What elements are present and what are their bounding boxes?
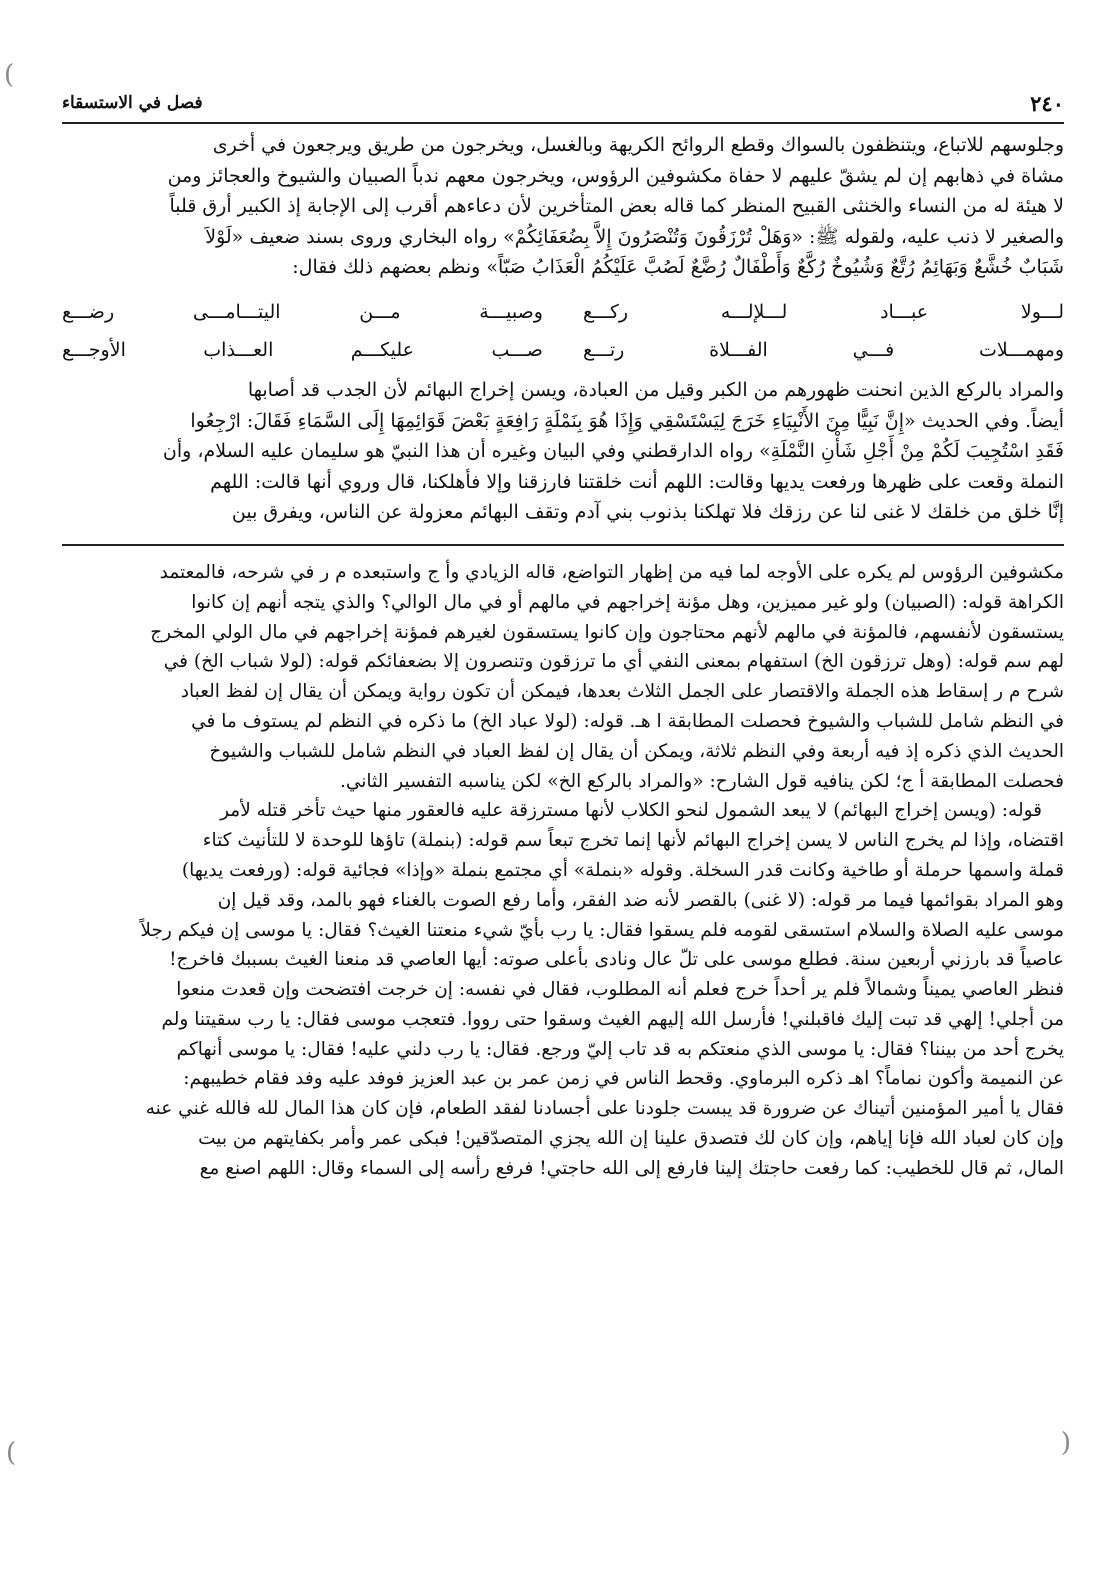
commentary-line: يستسقون لأنفسهم، فالمؤنة في مالهم لأنهم محتاجون وإن كانوا يستسقون لغيرهم فمؤنة إخراجهم في مال الولي المخرج xyxy=(150,621,1064,643)
commentary-line: فحصلت المطابقة أ ج؛ لكن ينافيه قول الشارح: «والمراد بالركع الخ» لكن يناسبه التفسير الثاني. xyxy=(339,770,1064,792)
commentary-line: المال، ثم قال للخطيب: كما رفعت حاجتك إلينا فارفع إلى الله حاجتي! فرفع رأسه إلى السماء وقال: اللهم اصنع مع xyxy=(199,1157,1064,1179)
page xyxy=(62,88,1064,1184)
commentary-line: الكراهة قوله: (الصبيان) ولو غير مميزين، وهل مؤنة إخراجهم في مالهم أو في مال الوالي؟ والذي يتجه أنهم إن كانوا xyxy=(191,591,1064,613)
main-line: شَبَابٌ خُشَّعٌ وَبَهَائِمُ رُتَّعٌ وَشُيُوخٌ رُكَّعٌ وَأَطْفَالٌ رُضَّعٌ لَصُبَّ عَلَيْكُمُ الْعَذَابُ صَبّاً» ونظم بعضهم ذلك فقال: xyxy=(292,256,1064,279)
main-line: لا هيئة له من النساء والخنثى القبيح المنظر كما قاله بعض المتأخرين لأن دعاءهم أقرب إلى الإجابة إذ الكبير أرق قلباً xyxy=(169,195,1064,218)
main-line: أيضاً. وفي الحديث «إِنَّ نَبِيًّا مِنَ الأَنْبِيَاءِ خَرَجَ لِيَسْتَسْقِي وَإِذَا هُوَ بِنَمْلَةٍ رَافِعَةٍ بَعْضَ قَوَائِمِهَا إِلَى السَّمَاءِ فَقَالَ: ارْجِعُوا xyxy=(190,409,1064,432)
commentary-line: في النظم شامل للشباب والشيوخ فحصلت المطابقة ا هـ. قوله: (لولا عباد الخ) ما ذكره في النظم لم يستوف ما في xyxy=(191,710,1064,732)
poem-hemistich-right: لـــولا عبـــاد لـــلإلـــه ركـــع xyxy=(583,300,1064,323)
poem-verse xyxy=(62,293,1064,331)
margin-bracket-top: ( xyxy=(4,60,15,90)
commentary xyxy=(62,558,1064,1184)
poem-hemistich-left: وصبيـــة مـــن اليتـــامـــى رضـــع xyxy=(62,300,543,323)
commentary-line: لهم سم قوله: (وهل ترزقون الخ) استفهام بمعنى النفي أي ما ترزقون وتنصرون إلا بضعفائكم قوله: (لولا شباب الخ) في xyxy=(163,651,1064,673)
commentary-line: موسى عليه الصلاة والسلام استسقى لقومه فلم يسقوا فقال: يا رب بأيّ شيء منعتنا الغيث؟ فقال: يا موسى إن فيكم رجلاً xyxy=(140,919,1064,941)
chapter-title: فصل في الاستسقاء xyxy=(62,93,203,113)
poem xyxy=(62,293,1064,369)
commentary-line: وإن كان لعباد الله فإنا إياهم، وإن كان لك فتصدق علينا إن الله يجزي المتصدّقين! فبكى عمر وأمر بكفايتهم من بيت xyxy=(198,1128,1064,1150)
main-line: وجلوسهم للاتباع، ويتنظفون بالسواك وقطع الروائح الكريهة وبالغسل، ويخرجون من طريق ويرجعون في أخرى xyxy=(212,134,1064,156)
footnote-divider xyxy=(62,544,1064,546)
commentary-line: عاصياً قد بارزني أربعين سنة. فطلع موسى على تلّ عال ونادى بأعلى صوته: أيها العاصي قد منعنا الغيث بسببك فاخرج! xyxy=(169,949,1064,971)
page-header xyxy=(62,88,1064,124)
commentary-line: مكشوفين الرؤوس لم يكره على الأوجه لما فيه من إظهار التواضع، قاله الزيادي وأ ج واستبعده م ر في شرحه، فالمعتمد xyxy=(159,561,1064,583)
main-line: والصغير لا ذنب عليه، ولقوله ﷺ: «وَهَلْ تُرْزَقُونَ وَتُنْصَرُونَ إِلاَّ بِضُعَفَائِكُمْ» رواه البخاري وروى بسند ضعيف «لَوْلاَ xyxy=(205,225,1064,248)
commentary-line: قوله: (ويسن إخراج البهائم) لا يبعد الشمول لنحو الكلاب لأنها مسترزقة عليه فالعقور منها حيث تأخر قتله لأمر xyxy=(220,800,1042,822)
poem-verse xyxy=(62,331,1064,369)
main-text-continued xyxy=(62,375,1064,528)
commentary-line: الحديث الذي ذكره إذ فيه أربعة وفي النظم ثلاثة، ويمكن أن يقال إن لفظ العباد في النظم شامل للشباب والشيوخ xyxy=(209,740,1064,762)
main-line: مشاة في ذهابهم إن لم يشقّ عليهم لا حفاة مكشوفين الرؤوس، ويخرجون معهم ندباً الصبيان والشيوخ والعجائز ومن xyxy=(167,164,1064,187)
commentary-line: شرح م ر إسقاط هذه الجملة والاقتصار على الجمل الثلاث بعدها، فيمكن أن تكون رواية ويمكن أن يقال إن لفظ العباد xyxy=(180,681,1064,703)
commentary-line: من أجلي! إلهي قد تبت إليك فاقبلني! فأرسل الله إليهم الغيث وسقوا حتى رووا. فتعجب موسى فقال: يا رب سقيتنا ولم xyxy=(161,1008,1064,1030)
main-line: إنَّا خلق من خلقك لا غنى لنا عن رزقك فلا تهلكنا بذنوب بني آدم وتقف البهائم معزولة عن الناس، ويفرق بين xyxy=(231,501,1064,524)
commentary-line: قملة واسمها حرملة أو طاخية وكانت قدر السخلة. وقوله «بنملة» أي مجتمع بنملة «وإذا» فجائية قوله: (ورفعت يديها) xyxy=(181,859,1064,881)
main-text xyxy=(62,130,1064,283)
main-line: والمراد بالركع الذين انحنت ظهورهم من الكبر وقيل من العبادة، ويسن إخراج البهائم لأن الجدب قد أصابها xyxy=(247,378,1064,401)
page-number: ٢٤٠ xyxy=(1030,90,1064,116)
commentary-line: فنظر العاصي يميناً وشمالاً فلم ير أحداً خرج فعلم أنه المطلوب، فقال في نفسه: إن خرجت افتضحت وإن قعدت منعوا xyxy=(176,979,1064,1001)
main-line: النملة وقعت على ظهرها ورفعت يديها وقالت: اللهم أنت خلقتنا فارزقنا وإلا فأهلكنا، قال وروي أنها قالت: اللهم xyxy=(210,470,1064,493)
commentary-line: يخرج أحد من بيننا؟ فقال: يا موسى الذي منعتكم به قد تاب إليّ ورجع. فقال: يا رب دلني عليه! فقال: يا موسى أنهاكم xyxy=(176,1038,1064,1060)
margin-bracket-left: ( xyxy=(6,1438,17,1468)
commentary-line: اقتضاه، وإذا لم يخرج الناس لا يسن إخراج البهائم لأنها إنما تخرج تبعاً سم قوله: (بنملة) تاؤها للوحدة لا للتأنيث كتاء xyxy=(202,830,1064,852)
main-line: فَقَدِ اسْتُجِيبَ لَكُمْ مِنْ أَجْلِ شَأْنِ النَّمْلَةِ» رواه الدارقطني وفي البيان وغيره أن هذا النبيّ هو سليمان عليه السلام، وأن xyxy=(162,440,1064,463)
commentary-line: عن النميمة وأكون نماماً؟ اهـ ذكره البرماوي. وقحط الناس في زمن عمر بن عبد العزيز فوفد عليه وفد فقام خطيبهم: xyxy=(183,1068,1064,1090)
margin-bracket-right: ) xyxy=(1060,1428,1071,1458)
poem-hemistich-right: ومهمـــلات فـــي الفـــلاة رتـــع xyxy=(583,338,1064,361)
poem-hemistich-left: صـــب عليكـــم العـــذاب الأوجـــع xyxy=(62,338,543,361)
commentary-line: وهو المراد بقوائمها فيما مر قوله: (لا غنى) بالقصر لأنه ضد الفقر، وأما رفع الصوت بالغناء فهو بالمد، وقد قيل إن xyxy=(217,889,1064,911)
commentary-line: فقال يا أمير المؤمنين أتيناك عن ضرورة قد يبست جلودنا على أجسادنا لفقد الطعام، فإن كان هذا المال لله فالله غني عنه xyxy=(145,1098,1064,1120)
